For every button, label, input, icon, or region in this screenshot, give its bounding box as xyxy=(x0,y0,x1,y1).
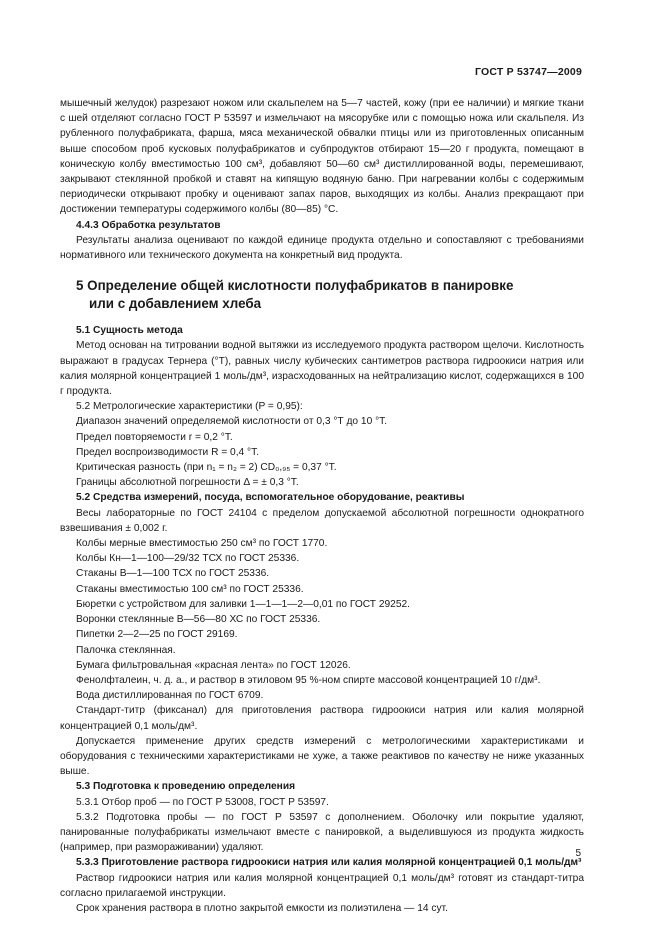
reagent-phenolphthalein: Фенолфталеин, ч. д. а., и раствор в этиловом 95 %-ном спирте массовой концентрацией 10 г/дм³. xyxy=(76,674,541,686)
paragraph-5-3-1: 5.3.1 Отбор проб — по ГОСТ Р 53008, ГОСТ Р 53597. xyxy=(76,796,329,808)
document-header: ГОСТ Р 53747—2009 xyxy=(474,66,582,78)
equipment-funnels: Воронки стеклянные В—56—80 ХС по ГОСТ 25336. xyxy=(76,614,321,626)
heading-4-4-3: 4.4.3 Обработка результатов xyxy=(76,219,221,231)
section-5-title-line2: или с добавлением хлеба xyxy=(89,295,262,311)
equipment-flasks-conical: Колбы Кн—1—100—29/32 ТСХ по ГОСТ 25336. xyxy=(76,553,300,565)
paragraph-method-essence: Метод основан на титровании водной вытяжки из исследуемого продукта раствором щелочи. Кислотность выражают в градусах Тернера (°Т), равных числу кубических сантиметров раствора гидроокиси натрия или калия молярной концентрацией 1 моль/дм³, израсходованных на нейтрализацию кислот, содержащихся в 100 г продукта. xyxy=(60,340,584,398)
heading-5-2-metrology: 5.2 Метрологические характеристики (P = 0,95): xyxy=(76,401,303,413)
section-5-title-line1: 5 Определение общей кислотности полуфабрикатов в панировке xyxy=(76,278,514,294)
paragraph-sample-prep: мышечный желудок) разрезают ножом или скальпелем на 5—7 частей, кожу (при ее наличии) и мягкие ткани с шей отделяют согласно ГОСТ Р 53597 и измельчают на мясорубке или с помощью ножа или скальпеля. Из рубленного полуфабриката, фарша, мяса механической обвалки птицы или из приготовленных описанным выше способом проб кусковых полуфабрикатов и субпродуктов отбирают 15—20 г продукта, помещают в коническую колбу вместимостью 100 см³, добавляют 50—60 см³ дистиллированной воды, перемешивают, закрывают стеклянной пробкой и ставят на кипящую водяную баню. При нагревании колбы с содержимым периодически открывают пробку и оценивают запах паров, выходящих из колбы. Анализ прекращают при достижении температуры содержимого колбы (80—85) °С. xyxy=(60,98,584,216)
equipment-scales: Весы лабораторные по ГОСТ 24104 с пределом допускаемой абсолютной погрешности однократного взвешивания ± 0,002 г. xyxy=(60,507,584,534)
equipment-beakers-100: Стаканы вместимостью 100 см³ по ГОСТ 25336. xyxy=(76,583,304,595)
document-body xyxy=(60,96,584,916)
section-5-title xyxy=(60,277,584,312)
metrology-error-bounds: Границы абсолютной погрешности Δ = ± 0,3 °Т. xyxy=(76,477,299,489)
metrology-reproducibility: Предел воспроизводимости R = 0,4 °Т. xyxy=(76,446,260,458)
reagent-standard-titre: Стандарт-титр (фиксанал) для приготовления раствора гидроокиси натрия или калия молярной концентрацией 0,1 моль/дм³. xyxy=(60,705,584,732)
metrology-range: Диапазон значений определяемой кислотности от 0,3 °Т до 10 °Т. xyxy=(76,416,388,428)
equipment-beakers-v: Стаканы В—1—100 ТСХ по ГОСТ 25336. xyxy=(76,568,270,580)
heading-5-1: 5.1 Сущность метода xyxy=(76,325,183,337)
reagent-water: Вода дистиллированная по ГОСТ 6709. xyxy=(76,690,264,702)
paragraph-5-3-2: 5.3.2 Подготовка пробы — по ГОСТ Р 53597 с дополнением. Оболочку или покрытие удаляют, панированные полуфабрикаты измельчают вместе с панировкой, а выделившуюся из продукта жидкость (например, при размораживании) удаляют. xyxy=(60,811,584,854)
equipment-pipettes: Пипетки 2—2—25 по ГОСТ 29169. xyxy=(76,629,238,641)
paragraph-5-3-3-prep: Раствор гидроокиси натрия или калия молярной концентрацией 0,1 моль/дм³ готовят из стандарт-титра согласно прилагаемой инструкции. xyxy=(60,872,584,899)
metrology-critical-difference: Критическая разность (при n₁ = n₂ = 2) CD₀,₉₅ = 0,37 °Т. xyxy=(76,462,337,474)
equipment-flasks-volumetric: Колбы мерные вместимостью 250 см³ по ГОСТ 1770. xyxy=(76,538,328,550)
equipment-filter-paper: Бумага фильтровальная «красная лента» по ГОСТ 12026. xyxy=(76,659,351,671)
heading-5-2-equipment: 5.2 Средства измерений, посуда, вспомогательное оборудование, реактивы xyxy=(76,492,465,504)
page-number: 5 xyxy=(575,848,581,859)
metrology-repeatability: Предел повторяемости r = 0,2 °Т. xyxy=(76,431,233,443)
heading-5-3: 5.3 Подготовка к проведению определения xyxy=(76,781,296,793)
equipment-burettes: Бюретки с устройством для заливки 1—1—1—2—0,01 по ГОСТ 29252. xyxy=(76,598,410,610)
paragraph-results: Результаты анализа оценивают по каждой единице продукта отдельно и сопоставляют с требованиями нормативного или технического документа на конкретный вид продукта. xyxy=(60,234,584,262)
paragraph-5-3-3-storage: Срок хранения раствора в плотно закрытой емкости из полиэтилена — 14 сут. xyxy=(76,902,448,914)
equipment-glass-rod: Палочка стеклянная. xyxy=(76,644,176,656)
paragraph-alternatives: Допускается применение других средств измерений с метрологическими характеристиками и оборудования с техническими характеристиками не хуже, а также реактивов по качеству не ниже указанных выше. xyxy=(60,735,584,778)
heading-5-3-3: 5.3.3 Приготовление раствора гидроокиси натрия или калия молярной концентрацией 0,1 моль/дм³ xyxy=(76,857,582,869)
